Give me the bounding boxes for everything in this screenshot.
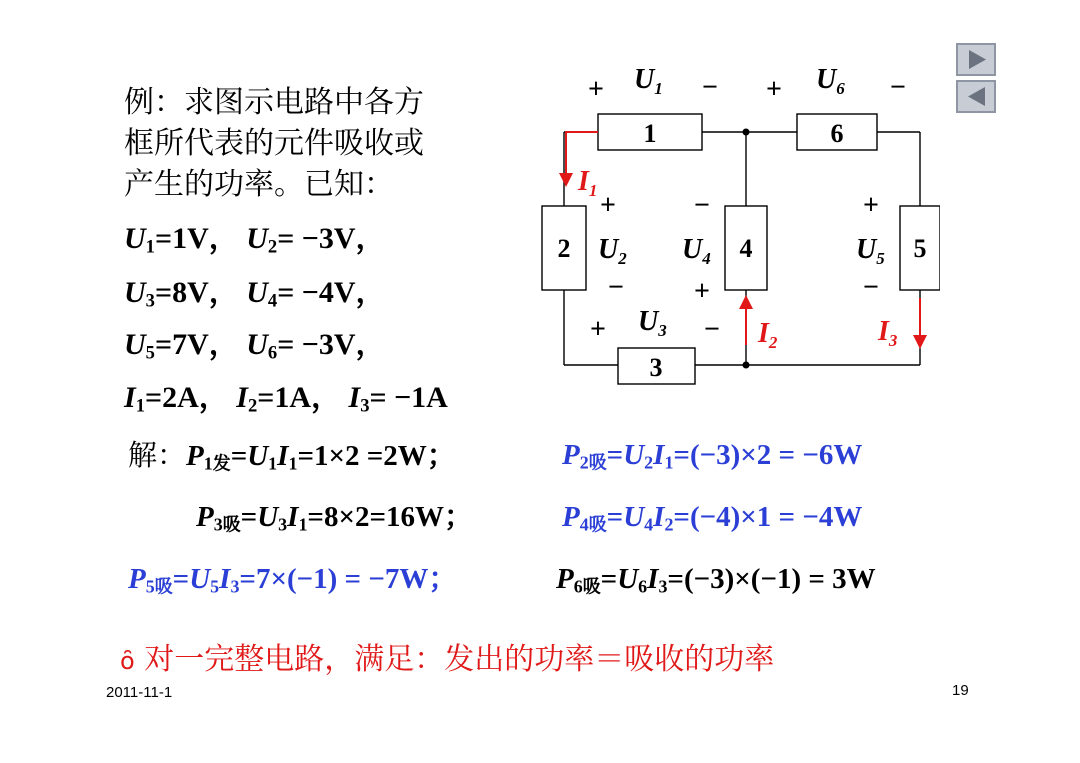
solution-p6: $P_{6吸}=U_6I_3=(-3)\times(-1) = 3W$ — [556, 563, 876, 597]
i1-label: $I_1$ — [578, 166, 598, 200]
u1-minus: − — [702, 72, 718, 103]
solution-row-1: 解：$P_{1发}=U_1I_1=1\times 2 =2W$； — [128, 438, 456, 474]
solution-p3: $P_{3吸}=U_3I_1=8\times 2=16W$； — [196, 501, 473, 535]
problem-line-1: 例：求图示电路中各方 — [124, 85, 424, 120]
note-bullet: ȏ — [120, 647, 135, 675]
u4-label: $U_4$ — [682, 234, 711, 268]
element-label-3: 3 — [649, 353, 663, 382]
element-label-1: 1 — [643, 119, 657, 148]
solution-p2: $P_{2吸}=U_2I_1=(-3)\times 2 = -6W$ — [562, 439, 863, 473]
given-row-4: $I_1=2A$， $I_2=1A$， $I_3= -1A$ — [124, 381, 448, 417]
prev-slide-button[interactable] — [956, 80, 996, 113]
element-label-5: 5 — [913, 234, 927, 263]
given-row-2: $U_3=8V$， $U_4= -4V$， — [124, 276, 386, 312]
conclusion-note — [120, 634, 774, 678]
footer-page-number: 19 — [952, 682, 969, 699]
given-row-1: $U_1=1V$， $U_2= -3V$， — [124, 222, 386, 258]
u6-plus: + — [766, 74, 782, 105]
u5-minus: − — [863, 272, 879, 303]
junction-node-bottom — [743, 362, 750, 369]
u4-minus: − — [694, 190, 710, 221]
u3-label: $U_3$ — [638, 306, 667, 340]
junction-node-top — [743, 129, 750, 136]
u3-plus: + — [590, 314, 606, 345]
i3-label: $I_3$ — [878, 316, 898, 350]
u2-minus: − — [608, 272, 624, 303]
u1-plus: + — [588, 74, 604, 105]
solution-p5: $P_{5吸}=U_5I_3=7\times(-1) = -7W$； — [128, 563, 458, 597]
u6-minus: − — [890, 72, 906, 103]
u5-plus: + — [863, 190, 879, 221]
u5-label: $U_5$ — [856, 234, 885, 268]
i2-label: $I_2$ — [758, 318, 778, 352]
footer-date: 2011-11-1 — [106, 684, 173, 701]
circuit-diagram — [520, 50, 940, 395]
element-label-2: 2 — [557, 234, 571, 263]
next-slide-button[interactable] — [956, 43, 996, 76]
element-label-4: 4 — [739, 234, 753, 263]
u3-minus: − — [704, 314, 720, 345]
note-text: 对一完整电路，满足：发出的功率＝吸收的功率 — [144, 642, 775, 677]
element-label-6: 6 — [830, 119, 844, 148]
problem-line-3: 产生的功率。已知： — [124, 167, 394, 202]
solution-p4: $P_{4吸}=U_4I_2=(-4)\times 1 = -4W$ — [562, 501, 863, 535]
u6-label: $U_6$ — [816, 64, 845, 98]
u1-label: $U_1$ — [634, 64, 663, 98]
triangle-left-icon — [958, 82, 994, 111]
u2-label: $U_2$ — [598, 234, 627, 268]
u4-plus: + — [694, 276, 710, 307]
u2-plus: + — [600, 190, 616, 221]
problem-line-2: 框所代表的元件吸收或 — [124, 126, 424, 161]
triangle-right-icon — [958, 45, 994, 74]
given-row-3: $U_5=7V$， $U_6= -3V$， — [124, 328, 386, 364]
